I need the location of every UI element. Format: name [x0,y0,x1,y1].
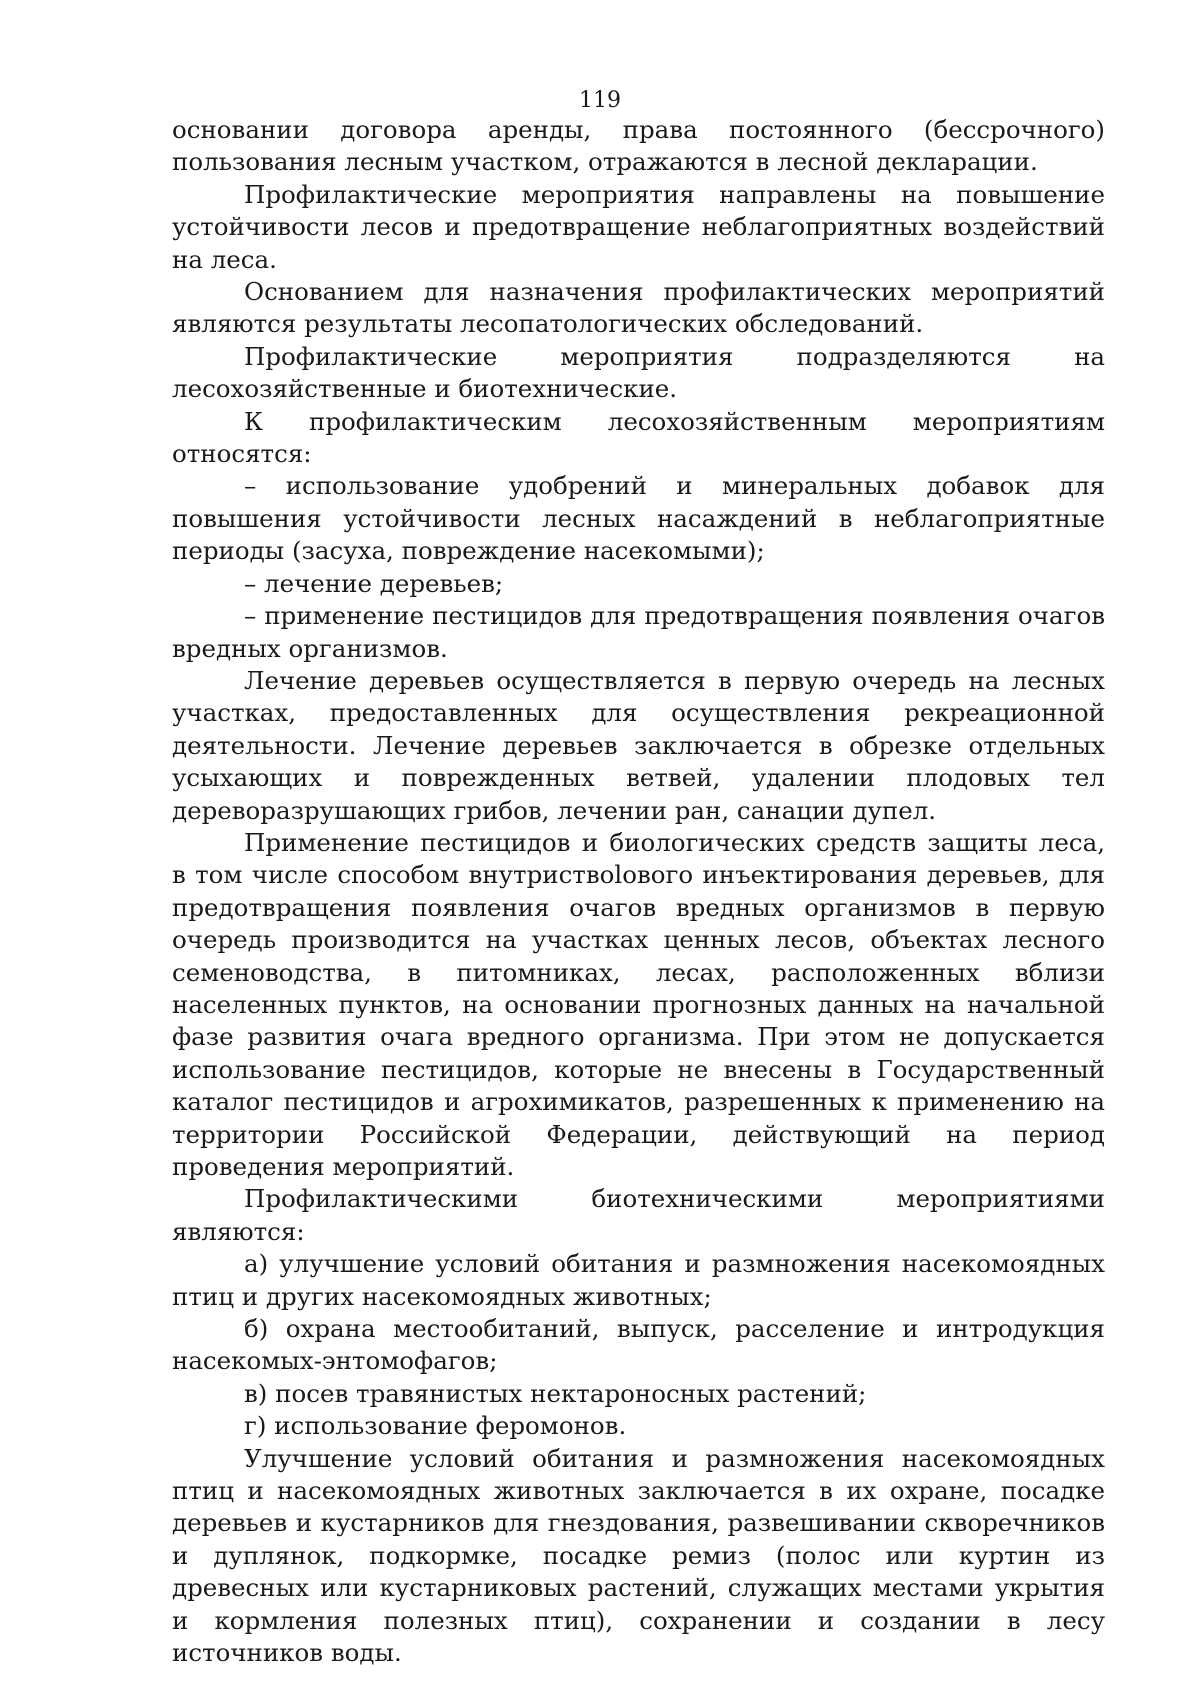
paragraph: Лечение деревьев осуществляется в первую очередь на лесных участках, предоставленных для осуществления рекреационной деятельности. Лечение деревьев заключается в обрезке отдельных усыхающих и поврежденных ветвей, удалении плодовых тел дереворазрушающих грибов, лечении ран, санации дупел. [172,665,1105,825]
page-number: 119 [579,88,621,113]
paragraph: Профилактические мероприятия подразделяются на лесохозяйственные и биотехнические. [172,341,1105,404]
paragraph: Применение пестицидов и биологических средств защиты леса, в том числе способом внутриствolового инъектирования деревьев, для предотвращения появления очагов вредных организмов в первую очередь производится на участках ценных лесов, объектах лесного семеноводства, в питомниках, лесах, расположенных вблизи населенных пунктов, на основании прогнозных данных на начальной фазе развития очага вредного организма. При этом не допускается использование пестицидов, которые не внесены в Государственный каталог пестицидов и агрохимикатов, разрешенных к применению на территории Российской Федерации, действующий на период проведения мероприятий. [172,827,1105,1181]
list-item: а) улучшение условий обитания и размножения насекомоядных птиц и других насекомоядных животных; [172,1249,1105,1311]
list-item: – лечение деревьев; [244,568,504,598]
list-item: б) охрана местообитаний, выпуск, расселение и интродукция насекомых-энтомофагов; [172,1314,1105,1376]
paragraph: Основанием для назначения профилактических мероприятий являются результаты лесопатологических обследований. [172,277,1105,339]
list-item: – применение пестицидов для предотвращения появления очагов вредных организмов. [172,601,1105,663]
list-item: г) использование феромонов. [244,1411,627,1441]
paragraph: Профилактические мероприятия направлены на повышение устойчивости лесов и предотвращение неблагоприятных воздействий на леса. [172,179,1105,274]
paragraph: К профилактическим лесохозяйственным мероприятиям относятся: [172,406,1105,469]
paragraph-continuation: основании договора аренды, права постоянного (бессрочного) пользования лесным участком, отражаются в лесной декларации. [172,115,1105,177]
list-item: – использование удобрений и минеральных добавок для повышения устойчивости лесных насаждений в неблагоприятные периоды (засуха, повреждение насекомыми); [172,471,1105,566]
document-body [172,114,1105,1670]
paragraph: Профилактическими биотехническими мероприятиями являются: [172,1184,1105,1246]
list-item: в) посев травянистых нектароносных растений; [244,1378,867,1408]
paragraph: Улучшение условий обитания и размножения насекомоядных птиц и насекомоядных животных заключается в их охране, посадке деревьев и кустарников для гнездования, развешивании скворечников и дуплянок, подкормке, посадке ремиз (полос или куртин из древесных или кустарниковых растений, служащих местами укрытия и кормления полезных птиц), сохранении и создании в лесу источников воды. [172,1443,1105,1668]
